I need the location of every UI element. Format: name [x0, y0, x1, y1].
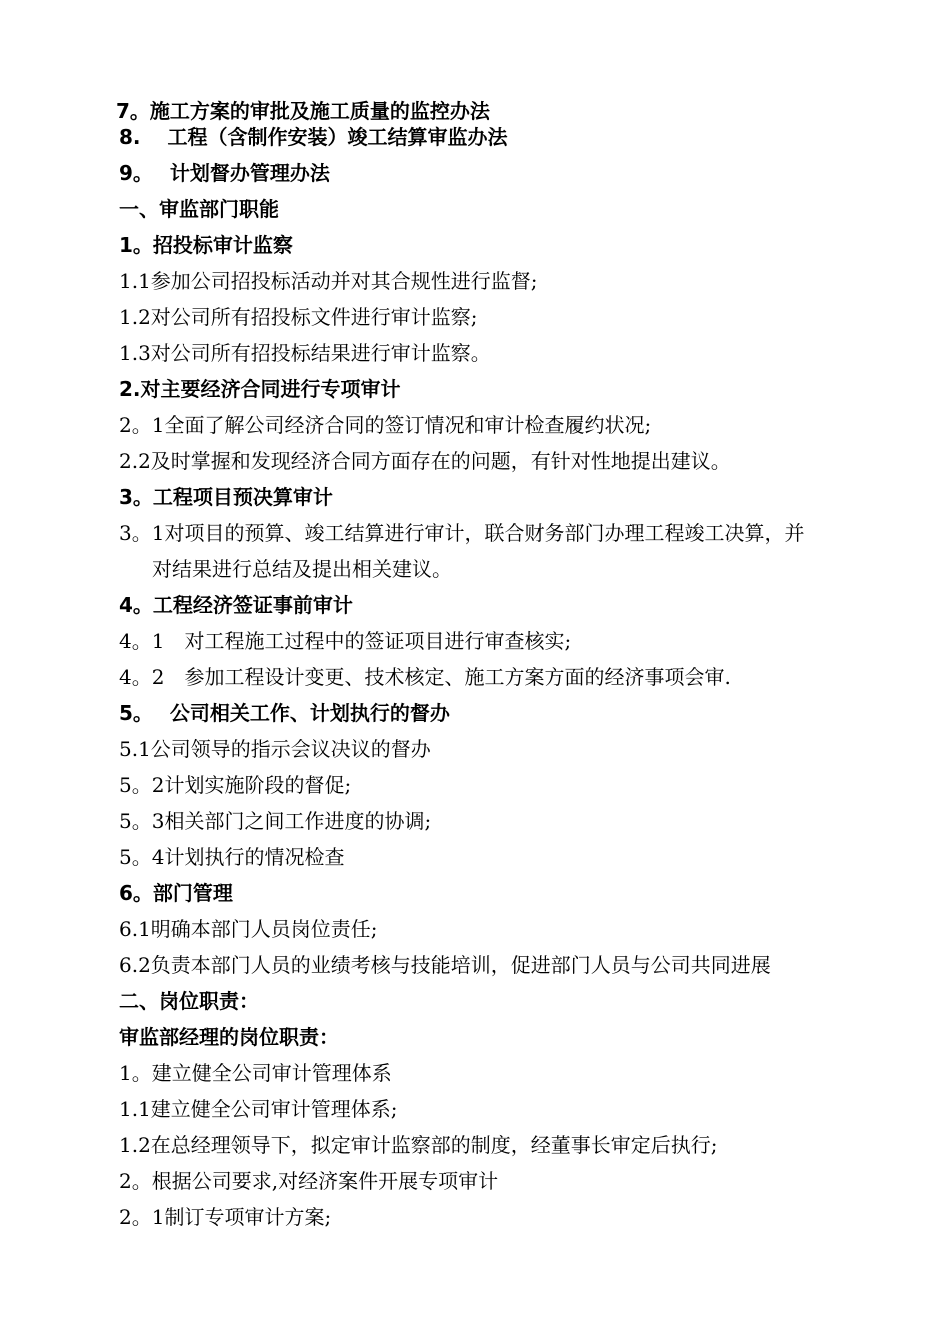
section-heading: 二、岗位职责： — [119, 989, 259, 1013]
text-line: 1.3对公司所有招投标结果进行审计监察。 — [119, 341, 491, 365]
text-line: 1.1参加公司招投标活动并对其合规性进行监督; — [119, 269, 538, 293]
text-line: 9。 计划督办管理办法 — [119, 161, 330, 185]
text-line: 4。2 参加工程设计变更、技术核定、施工方案方面的经济事项会审. — [119, 665, 731, 689]
text-line: 2。1制订专项审计方案; — [119, 1205, 332, 1229]
section-heading: 一、审监部门职能 — [119, 197, 279, 221]
text-line: 5。2计划实施阶段的督促; — [119, 773, 352, 797]
text-line: 5.1公司领导的指示会议决议的督办 — [119, 737, 431, 761]
subsection-heading: 1。招投标审计监察 — [119, 233, 293, 257]
text-line: 6.2负责本部门人员的业绩考核与技能培训，促进部门人员与公司共同进展 — [119, 953, 771, 977]
subsection-heading: 4。工程经济签证事前审计 — [119, 593, 353, 617]
text-line: 1。建立健全公司审计管理体系 — [119, 1061, 392, 1085]
text-line: 1.2对公司所有招投标文件进行审计监察; — [119, 305, 478, 329]
text-line: 5。3相关部门之间工作进度的协调; — [119, 809, 432, 833]
text-line: 4。1 对工程施工过程中的签证项目进行审查核实; — [119, 629, 572, 653]
subsection-heading: 审监部经理的岗位职责： — [119, 1025, 339, 1049]
text-line: 7。施工方案的审批及施工质量的监控办法 — [116, 99, 490, 123]
text-line: 5。4计划执行的情况检查 — [119, 845, 345, 869]
subsection-heading: 5。 公司相关工作、计划执行的督办 — [119, 701, 450, 725]
text-line: 2。1全面了解公司经济合同的签订情况和审计检查履约状况; — [119, 413, 652, 437]
text-line: 2.2及时掌握和发现经济合同方面存在的问题，有针对性地提出建议。 — [119, 449, 731, 473]
subsection-heading: 3。工程项目预决算审计 — [119, 485, 333, 509]
text-line: 3。1对项目的预算、竣工结算进行审计，联合财务部门办理工程竣工决算，并 — [119, 521, 805, 545]
text-line: 2。根据公司要求,对经济案件开展专项审计 — [119, 1169, 499, 1193]
text-line-continuation: 对结果进行总结及提出相关建议。 — [152, 557, 452, 581]
text-line: 6.1明确本部门人员岗位责任; — [119, 917, 378, 941]
subsection-heading: 2.对主要经济合同进行专项审计 — [119, 377, 401, 401]
subsection-heading: 6。部门管理 — [119, 881, 233, 905]
text-line: 1.2在总经理领导下，拟定审计监察部的制度，经董事长审定后执行; — [119, 1133, 718, 1157]
text-line: 8. 工程（含制作安装）竣工结算审监办法 — [119, 125, 508, 149]
text-line: 1.1建立健全公司审计管理体系; — [119, 1097, 398, 1121]
